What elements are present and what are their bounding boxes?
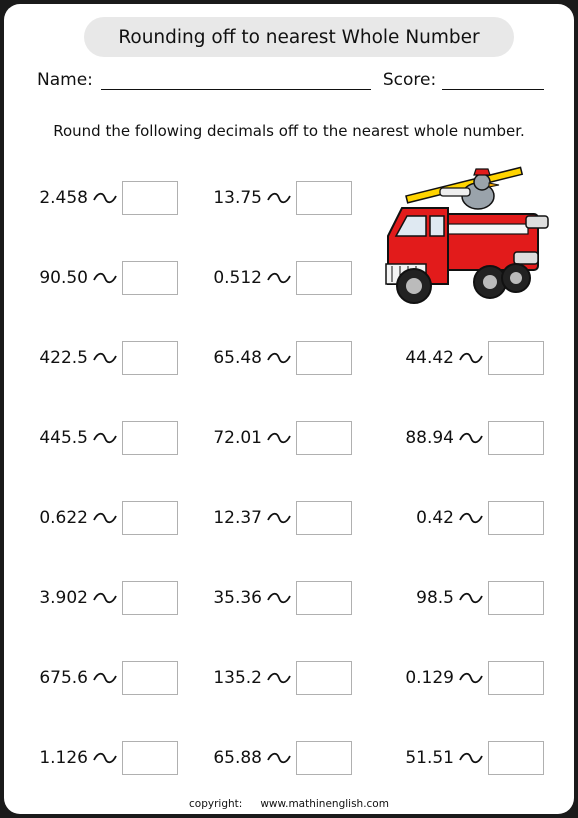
exercise-item	[396, 420, 544, 456]
decimal-number: 675.6	[39, 668, 88, 688]
decimal-number: 3.902	[39, 588, 88, 608]
answer-box[interactable]	[488, 741, 544, 775]
answer-box[interactable]	[488, 661, 544, 695]
exercise-item	[26, 340, 178, 376]
exercise-item	[210, 180, 352, 216]
answer-box[interactable]	[488, 501, 544, 535]
decimal-number: 12.37	[213, 508, 262, 528]
title-banner	[84, 17, 514, 57]
copyright-label: copyright:	[189, 798, 243, 810]
instructions: Round the following decimals off to the nearest whole number.	[53, 122, 525, 140]
answer-box[interactable]	[122, 181, 178, 215]
approx-symbol-icon	[92, 270, 118, 286]
exercise-item	[210, 500, 352, 536]
approx-symbol-icon	[266, 270, 292, 286]
approx-symbol-icon	[92, 670, 118, 686]
decimal-number: 2.458	[39, 188, 88, 208]
exercise-item	[26, 420, 178, 456]
decimal-number: 90.50	[39, 268, 88, 288]
exercise-item	[210, 340, 352, 376]
answer-box[interactable]	[296, 341, 352, 375]
exercise-item	[210, 740, 352, 776]
exercise-item	[26, 660, 178, 696]
exercise-item	[396, 580, 544, 616]
approx-symbol-icon	[266, 350, 292, 366]
answer-box[interactable]	[122, 661, 178, 695]
approx-symbol-icon	[266, 430, 292, 446]
approx-symbol-icon	[458, 750, 484, 766]
approx-symbol-icon	[92, 510, 118, 526]
approx-symbol-icon	[92, 190, 118, 206]
approx-symbol-icon	[458, 430, 484, 446]
decimal-number: 0.42	[416, 508, 454, 528]
exercise-item	[210, 580, 352, 616]
decimal-number: 13.75	[213, 188, 262, 208]
decimal-number: 72.01	[213, 428, 262, 448]
footer	[4, 798, 574, 810]
approx-symbol-icon	[458, 670, 484, 686]
approx-symbol-icon	[266, 510, 292, 526]
site-link[interactable]: www.mathinenglish.com	[260, 798, 389, 810]
answer-box[interactable]	[122, 421, 178, 455]
approx-symbol-icon	[92, 430, 118, 446]
worksheet	[4, 4, 574, 814]
approx-symbol-icon	[458, 510, 484, 526]
answer-box[interactable]	[122, 341, 178, 375]
answer-box[interactable]	[122, 501, 178, 535]
decimal-number: 1.126	[39, 748, 88, 768]
page-title: Rounding off to nearest Whole Number	[118, 26, 480, 48]
approx-symbol-icon	[458, 350, 484, 366]
decimal-number: 422.5	[39, 348, 88, 368]
answer-box[interactable]	[122, 741, 178, 775]
decimal-number: 135.2	[213, 668, 262, 688]
score-field[interactable]	[442, 71, 544, 90]
answer-box[interactable]	[296, 421, 352, 455]
approx-symbol-icon	[92, 750, 118, 766]
approx-symbol-icon	[266, 750, 292, 766]
approx-symbol-icon	[266, 590, 292, 606]
approx-symbol-icon	[92, 590, 118, 606]
decimal-number: 35.36	[213, 588, 262, 608]
score-label: Score:	[382, 70, 437, 90]
answer-box[interactable]	[488, 421, 544, 455]
decimal-number: 0.129	[405, 668, 454, 688]
answer-box[interactable]	[296, 181, 352, 215]
answer-box[interactable]	[488, 581, 544, 615]
decimal-number: 88.94	[405, 428, 454, 448]
exercise-item	[396, 340, 544, 376]
approx-symbol-icon	[266, 190, 292, 206]
exercise-item	[210, 260, 352, 296]
answer-box[interactable]	[296, 581, 352, 615]
name-label: Name:	[37, 70, 93, 90]
decimal-number: 445.5	[39, 428, 88, 448]
approx-symbol-icon	[458, 590, 484, 606]
decimal-number: 44.42	[405, 348, 454, 368]
exercise-item	[396, 500, 544, 536]
exercise-item	[26, 740, 178, 776]
exercise-item	[26, 500, 178, 536]
answer-box[interactable]	[488, 341, 544, 375]
exercise-item	[210, 420, 352, 456]
name-score-line	[37, 70, 544, 90]
name-field[interactable]	[101, 71, 371, 90]
exercise-item	[396, 660, 544, 696]
approx-symbol-icon	[92, 350, 118, 366]
answer-box[interactable]	[296, 261, 352, 295]
decimal-number: 0.622	[39, 508, 88, 528]
answer-box[interactable]	[296, 741, 352, 775]
fire-truck-icon	[378, 166, 554, 316]
decimal-number: 0.512	[213, 268, 262, 288]
exercise-item	[396, 740, 544, 776]
decimal-number: 98.5	[416, 588, 454, 608]
decimal-number: 65.88	[213, 748, 262, 768]
approx-symbol-icon	[266, 670, 292, 686]
answer-box[interactable]	[122, 261, 178, 295]
exercise-item	[26, 580, 178, 616]
exercise-item	[210, 660, 352, 696]
answer-box[interactable]	[296, 501, 352, 535]
exercise-item	[26, 260, 178, 296]
decimal-number: 51.51	[405, 748, 454, 768]
answer-box[interactable]	[122, 581, 178, 615]
decimal-number: 65.48	[213, 348, 262, 368]
answer-box[interactable]	[296, 661, 352, 695]
exercise-item	[26, 180, 178, 216]
